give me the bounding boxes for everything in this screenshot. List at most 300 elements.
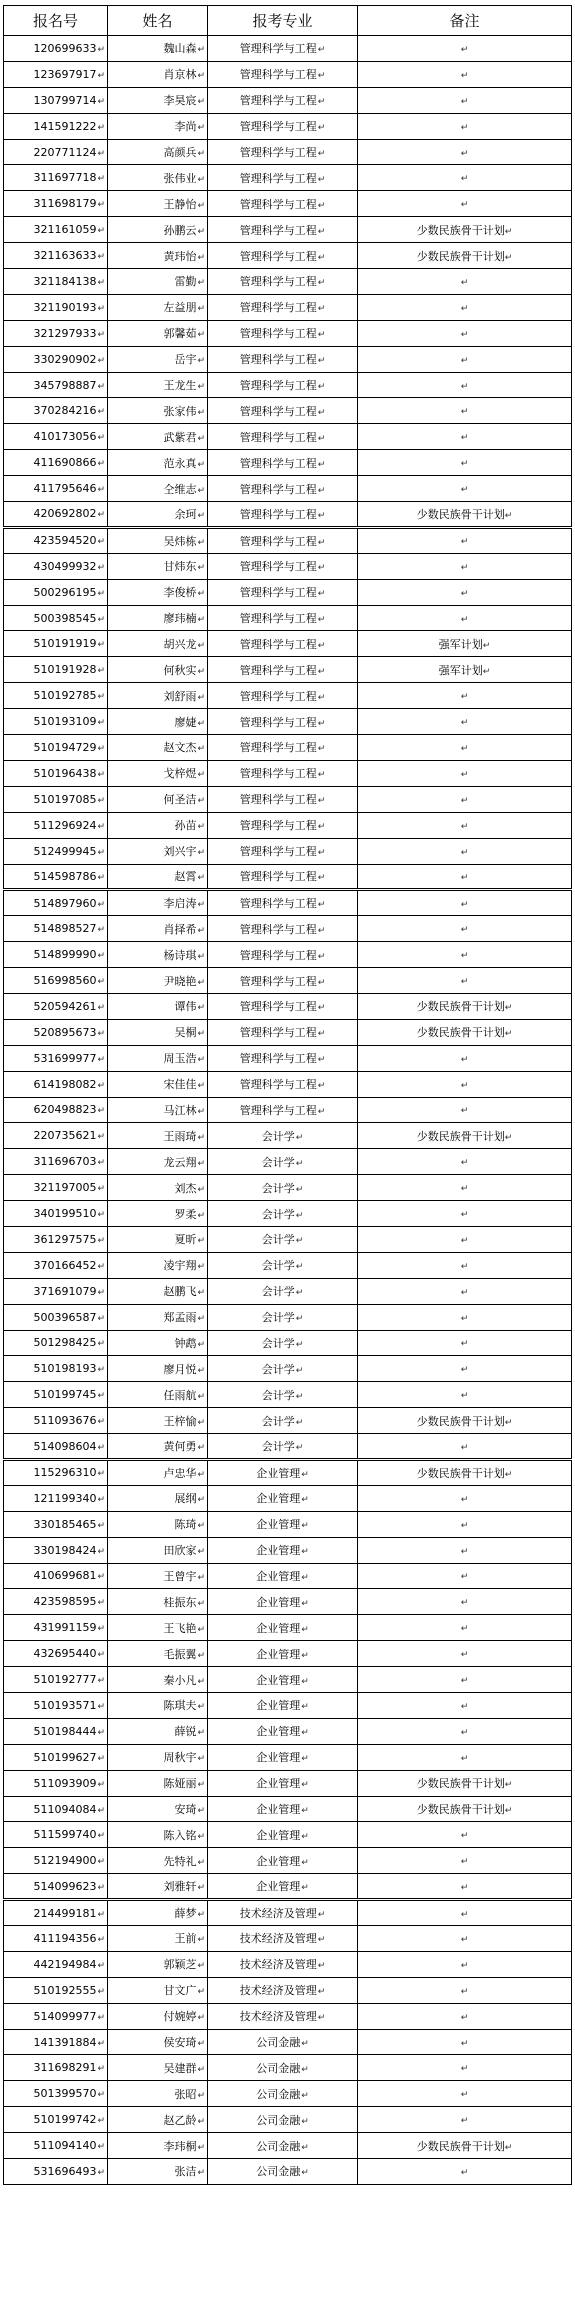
cell-registration-number-text: 423598595 — [33, 1595, 97, 1609]
paragraph-mark-icon: ↵ — [197, 45, 205, 56]
cell-registration-number — [4, 36, 108, 62]
paragraph-mark-icon: ↵ — [97, 1572, 105, 1583]
paragraph-mark-icon: ↵ — [301, 1780, 309, 1791]
cell-name — [108, 1537, 208, 1563]
cell-registration-number-text: 510198444 — [33, 1724, 97, 1738]
cell-major-text: 管理科学与工程 — [239, 870, 317, 884]
cell-major-text: 企业管理 — [256, 1466, 301, 1480]
cell-name — [108, 968, 208, 994]
cell-registration-number-text: 514099977 — [33, 2009, 97, 2023]
cell-registration-number-text: 411795646 — [33, 482, 97, 496]
paragraph-mark-icon: ↵ — [197, 1339, 205, 1350]
cell-major — [208, 2081, 358, 2107]
paragraph-mark-icon: ↵ — [460, 485, 469, 496]
cell-registration-number — [4, 61, 108, 87]
cell-remarks — [358, 1874, 572, 1900]
cell-registration-number-text: 531699977 — [33, 1051, 97, 1065]
paragraph-mark-icon: ↵ — [460, 459, 469, 470]
cell-name-text: 廖玮楠 — [163, 612, 197, 626]
paragraph-mark-icon: ↵ — [197, 1003, 205, 1014]
table-row — [4, 1563, 572, 1589]
cell-remarks — [358, 812, 572, 838]
cell-registration-number — [4, 502, 108, 528]
cell-registration-number-text: 510193571 — [33, 1698, 97, 1712]
paragraph-mark-icon: ↵ — [197, 1055, 205, 1066]
table-row — [4, 1278, 572, 1304]
paragraph-mark-icon: ↵ — [97, 1235, 105, 1246]
cell-name — [108, 217, 208, 243]
paragraph-mark-icon: ↵ — [317, 252, 326, 263]
cell-name-text: 甘文广 — [163, 1984, 197, 1998]
paragraph-mark-icon: ↵ — [97, 640, 105, 651]
table-row — [4, 1511, 572, 1537]
cell-major-text: 管理科学与工程 — [239, 68, 317, 82]
paragraph-mark-icon: ↵ — [460, 1184, 469, 1195]
paragraph-mark-icon: ↵ — [460, 951, 469, 962]
cell-major-text: 公司金融 — [256, 2036, 301, 2050]
paragraph-mark-icon: ↵ — [504, 1132, 513, 1143]
cell-major-text: 管理科学与工程 — [239, 1000, 317, 1014]
cell-registration-number — [4, 2055, 108, 2081]
paragraph-mark-icon: ↵ — [460, 899, 469, 910]
paragraph-mark-icon: ↵ — [317, 925, 326, 936]
cell-remarks-text: 少数民族骨干计划 — [416, 1000, 505, 1014]
table-row — [4, 1744, 572, 1770]
paragraph-mark-icon: ↵ — [460, 1339, 469, 1350]
paragraph-mark-icon: ↵ — [197, 485, 205, 496]
cell-registration-number — [4, 2029, 108, 2055]
cell-major — [208, 1330, 358, 1356]
cell-name-text: 郑孟雨 — [163, 1311, 197, 1325]
table-row — [4, 36, 572, 62]
paragraph-mark-icon: ↵ — [295, 1339, 304, 1350]
cell-major — [208, 1356, 358, 1382]
paragraph-mark-icon: ↵ — [317, 1961, 326, 1972]
cell-registration-number-text: 620498823 — [33, 1103, 97, 1117]
paragraph-mark-icon: ↵ — [197, 1262, 205, 1273]
cell-remarks — [358, 1693, 572, 1719]
cell-name — [108, 294, 208, 320]
paragraph-mark-icon: ↵ — [317, 510, 326, 521]
cell-major-text: 管理科学与工程 — [239, 819, 317, 833]
paragraph-mark-icon: ↵ — [197, 848, 205, 859]
cell-major-text: 管理科学与工程 — [239, 974, 317, 988]
cell-registration-number — [4, 269, 108, 295]
table-row — [4, 61, 572, 87]
paragraph-mark-icon: ↵ — [197, 1650, 205, 1661]
cell-name-text: 王雨琦 — [163, 1129, 197, 1143]
cell-registration-number-text: 410173056 — [33, 430, 97, 444]
cell-registration-number — [4, 916, 108, 942]
paragraph-mark-icon: ↵ — [97, 407, 105, 418]
cell-registration-number — [4, 2133, 108, 2159]
cell-name-text: 肖择希 — [163, 922, 197, 936]
cell-registration-number-text: 120699633 — [33, 41, 97, 55]
paragraph-mark-icon: ↵ — [460, 1676, 469, 1687]
cell-name-text: 龙云翔 — [163, 1155, 197, 1169]
cell-major — [208, 1226, 358, 1252]
cell-registration-number-text: 321163633 — [33, 249, 97, 263]
table-row — [4, 657, 572, 683]
cell-major-text: 会计学 — [261, 1233, 295, 1247]
table-row — [4, 1667, 572, 1693]
cell-registration-number — [4, 993, 108, 1019]
cell-registration-number-text: 411690866 — [33, 456, 97, 470]
paragraph-mark-icon: ↵ — [97, 303, 105, 314]
cell-name — [108, 1071, 208, 1097]
cell-registration-number-text: 510197085 — [33, 792, 97, 806]
paragraph-mark-icon: ↵ — [197, 692, 205, 703]
paragraph-mark-icon: ↵ — [97, 44, 105, 55]
cell-major — [208, 398, 358, 424]
cell-major-text: 技术经济及管理 — [239, 1984, 317, 1998]
cell-major-text: 管理科学与工程 — [239, 1052, 317, 1066]
paragraph-mark-icon: ↵ — [317, 770, 326, 781]
paragraph-mark-icon: ↵ — [504, 1469, 513, 1480]
cell-name-text: 侯安琦 — [163, 2036, 197, 2050]
cell-registration-number — [4, 683, 108, 709]
cell-registration-number-text: 510191919 — [33, 637, 97, 651]
paragraph-mark-icon: ↵ — [97, 1002, 105, 1013]
paragraph-mark-icon: ↵ — [197, 873, 205, 884]
paragraph-mark-icon: ↵ — [317, 200, 326, 211]
cell-major — [208, 657, 358, 683]
cell-registration-number — [4, 838, 108, 864]
paragraph-mark-icon: ↵ — [97, 226, 105, 237]
cell-major-text: 管理科学与工程 — [239, 663, 317, 677]
cell-registration-number — [4, 1459, 108, 1485]
table-row — [4, 683, 572, 709]
cell-name-text: 王前 — [174, 1932, 197, 1946]
paragraph-mark-icon: ↵ — [197, 252, 205, 263]
cell-major — [208, 139, 358, 165]
paragraph-mark-icon: ↵ — [197, 1314, 205, 1325]
paragraph-mark-icon: ↵ — [460, 1235, 469, 1246]
cell-name — [108, 1951, 208, 1977]
cell-name-text: 王静怡 — [163, 197, 197, 211]
cell-name-text: 高颜兵 — [163, 146, 197, 159]
paragraph-mark-icon: ↵ — [301, 1624, 309, 1635]
cell-remarks-text: 少数民族骨干计划 — [416, 2139, 505, 2153]
cell-registration-number — [4, 1304, 108, 1330]
cell-major-text: 公司金融 — [256, 2139, 301, 2153]
cell-remarks — [358, 1071, 572, 1097]
paragraph-mark-icon: ↵ — [97, 1753, 105, 1764]
cell-major — [208, 1252, 358, 1278]
table-row — [4, 890, 572, 916]
cell-remarks — [358, 1667, 572, 1693]
paragraph-mark-icon: ↵ — [97, 1184, 105, 1195]
paragraph-mark-icon: ↵ — [460, 1727, 469, 1738]
paragraph-mark-icon: ↵ — [460, 44, 469, 55]
cell-registration-number-text: 220771124 — [33, 145, 97, 159]
paragraph-mark-icon: ↵ — [301, 1676, 309, 1687]
cell-name-text: 赵文杰 — [163, 741, 197, 755]
paragraph-mark-icon: ↵ — [460, 1391, 469, 1402]
paragraph-mark-icon: ↵ — [97, 1909, 105, 1920]
cell-remarks — [358, 320, 572, 346]
table-row — [4, 450, 572, 476]
cell-remarks — [358, 1563, 572, 1589]
table-row — [4, 1641, 572, 1667]
cell-major-text: 企业管理 — [256, 1803, 301, 1816]
cell-registration-number — [4, 1951, 108, 1977]
paragraph-mark-icon: ↵ — [197, 226, 205, 237]
cell-major — [208, 683, 358, 709]
cell-name-text: 余珂 — [174, 507, 197, 521]
cell-name — [108, 2159, 208, 2185]
cell-registration-number-text: 510191928 — [33, 663, 97, 677]
cell-remarks — [358, 346, 572, 372]
paragraph-mark-icon: ↵ — [197, 744, 205, 755]
paragraph-mark-icon: ↵ — [197, 1495, 205, 1506]
paragraph-mark-icon: ↵ — [317, 149, 326, 159]
paragraph-mark-icon: ↵ — [317, 330, 326, 341]
cell-remarks — [358, 1304, 572, 1330]
cell-remarks — [358, 165, 572, 191]
paragraph-mark-icon: ↵ — [97, 1831, 105, 1842]
cell-name — [108, 87, 208, 113]
paragraph-mark-icon: ↵ — [97, 614, 105, 625]
paragraph-mark-icon: ↵ — [197, 97, 205, 108]
cell-major-text: 企业管理 — [256, 1647, 301, 1661]
paragraph-mark-icon: ↵ — [301, 1650, 309, 1661]
cell-name — [108, 864, 208, 890]
cell-name-text: 刘兴宇 — [163, 845, 197, 859]
paragraph-mark-icon: ↵ — [97, 1624, 105, 1635]
cell-name — [108, 1356, 208, 1382]
paragraph-mark-icon: ↵ — [197, 2064, 205, 2075]
cell-major — [208, 786, 358, 812]
cell-major — [208, 36, 358, 62]
paragraph-mark-icon: ↵ — [97, 1701, 105, 1712]
cell-name-text: 张昭 — [174, 2087, 197, 2101]
paragraph-mark-icon: ↵ — [97, 329, 105, 340]
paragraph-mark-icon: ↵ — [317, 977, 326, 988]
cell-major — [208, 1744, 358, 1770]
cell-remarks — [358, 1175, 572, 1201]
cell-major-text: 管理科学与工程 — [239, 301, 317, 315]
cell-remarks — [358, 1485, 572, 1511]
cell-registration-number — [4, 1848, 108, 1874]
cell-name-text: 甘炜东 — [163, 560, 197, 574]
cell-remarks — [358, 2081, 572, 2107]
paragraph-mark-icon: ↵ — [460, 1934, 469, 1945]
cell-major-text: 会计学 — [261, 1207, 295, 1221]
cell-name-text: 凌宇翔 — [163, 1259, 197, 1273]
paragraph-mark-icon: ↵ — [317, 304, 326, 315]
cell-major-text: 会计学 — [261, 1285, 295, 1299]
paragraph-mark-icon: ↵ — [97, 1934, 105, 1945]
cell-major-text: 企业管理 — [256, 1854, 301, 1868]
cell-registration-number — [4, 605, 108, 631]
paragraph-mark-icon: ↵ — [301, 1495, 309, 1506]
paragraph-mark-icon: ↵ — [460, 1909, 469, 1920]
paragraph-mark-icon: ↵ — [460, 847, 469, 858]
paragraph-mark-icon: ↵ — [460, 1365, 469, 1376]
paragraph-mark-icon: ↵ — [460, 795, 469, 806]
cell-name-text: 周玉浩 — [163, 1052, 197, 1066]
paragraph-mark-icon: ↵ — [460, 925, 469, 936]
cell-major-text: 公司金融 — [256, 2113, 301, 2127]
cell-registration-number — [4, 424, 108, 450]
paragraph-mark-icon: ↵ — [97, 1391, 105, 1402]
paragraph-mark-icon: ↵ — [460, 407, 469, 418]
cell-registration-number-text: 511093909 — [33, 1776, 97, 1790]
paragraph-mark-icon: ↵ — [197, 1987, 205, 1998]
table-row — [4, 1304, 572, 1330]
cell-major — [208, 1926, 358, 1952]
paragraph-mark-icon: ↵ — [317, 873, 326, 884]
paragraph-mark-icon: ↵ — [97, 2064, 105, 2075]
cell-major — [208, 553, 358, 579]
table-row — [4, 527, 572, 553]
paragraph-mark-icon: ↵ — [97, 1779, 105, 1790]
cell-name — [108, 942, 208, 968]
cell-name-text: 雷勤 — [174, 275, 197, 289]
cell-registration-number-text: 500296195 — [33, 585, 97, 599]
paragraph-mark-icon: ↵ — [295, 1132, 304, 1143]
cell-name — [108, 1201, 208, 1227]
cell-major-text: 管理科学与工程 — [239, 94, 317, 108]
paragraph-mark-icon: ↵ — [301, 1806, 309, 1816]
cell-major-text: 会计学 — [261, 1440, 295, 1454]
cell-registration-number-text: 510192785 — [33, 689, 97, 703]
cell-registration-number-text: 371691079 — [33, 1284, 97, 1298]
cell-name-text: 何秋实 — [163, 663, 197, 677]
cell-name — [108, 1019, 208, 1045]
cell-name — [108, 2003, 208, 2029]
cell-remarks — [358, 760, 572, 786]
paragraph-mark-icon: ↵ — [295, 1417, 304, 1428]
cell-remarks — [358, 1434, 572, 1460]
cell-remarks — [358, 709, 572, 735]
paragraph-mark-icon: ↵ — [460, 2038, 469, 2049]
cell-major-text: 技术经济及管理 — [239, 1958, 317, 1972]
cell-registration-number — [4, 1149, 108, 1175]
paragraph-mark-icon: ↵ — [197, 2142, 205, 2153]
paragraph-mark-icon: ↵ — [301, 2168, 309, 2179]
cell-major — [208, 709, 358, 735]
cell-name — [108, 1900, 208, 1926]
cell-name-text: 先特礼 — [163, 1854, 197, 1868]
table-row — [4, 1951, 572, 1977]
cell-registration-number-text: 311698291 — [33, 2061, 97, 2075]
cell-registration-number — [4, 1175, 108, 1201]
cell-major — [208, 735, 358, 761]
cell-registration-number — [4, 1408, 108, 1434]
cell-registration-number — [4, 1641, 108, 1667]
cell-major-text: 企业管理 — [256, 1751, 301, 1765]
cell-name-text: 廖月悦 — [163, 1362, 197, 1376]
paragraph-mark-icon: ↵ — [460, 1313, 469, 1324]
cell-name — [108, 243, 208, 269]
paragraph-mark-icon: ↵ — [197, 510, 205, 521]
cell-registration-number-text: 423594520 — [33, 534, 97, 548]
cell-name — [108, 553, 208, 579]
cell-registration-number-text: 510192555 — [33, 1983, 97, 1997]
cell-major — [208, 968, 358, 994]
cell-registration-number-text: 411194356 — [33, 1931, 97, 1945]
cell-name — [108, 527, 208, 553]
cell-major — [208, 631, 358, 657]
cell-major-text: 管理科学与工程 — [239, 379, 317, 393]
cell-major-text: 企业管理 — [256, 1518, 301, 1532]
paragraph-mark-icon: ↵ — [97, 433, 105, 444]
cell-name — [108, 1408, 208, 1434]
paragraph-mark-icon: ↵ — [197, 1236, 205, 1247]
paragraph-mark-icon: ↵ — [317, 666, 326, 677]
cell-remarks — [358, 2029, 572, 2055]
cell-major — [208, 424, 358, 450]
cell-registration-number-text: 510199627 — [33, 1750, 97, 1764]
cell-registration-number-text: 370166452 — [33, 1258, 97, 1272]
cell-name-text: 郭颖芝 — [163, 1958, 197, 1972]
table-row — [4, 1123, 572, 1149]
table-row — [4, 1485, 572, 1511]
cell-major-text: 企业管理 — [256, 1673, 301, 1687]
paragraph-mark-icon: ↵ — [97, 2116, 105, 2127]
cell-name — [108, 424, 208, 450]
cell-name-text: 戈梓煜 — [163, 767, 197, 781]
cell-name-text: 尹晓艳 — [163, 974, 197, 988]
table-row — [4, 1226, 572, 1252]
cell-registration-number — [4, 87, 108, 113]
cell-registration-number — [4, 1615, 108, 1641]
cell-major — [208, 1951, 358, 1977]
cell-major-text: 管理科学与工程 — [239, 1103, 317, 1117]
cell-name-text: 刘杰 — [174, 1181, 197, 1195]
cell-remarks — [358, 657, 572, 683]
cell-name — [108, 450, 208, 476]
cell-registration-number — [4, 1744, 108, 1770]
cell-remarks — [358, 1019, 572, 1045]
table-row — [4, 1045, 572, 1071]
paragraph-mark-icon: ↵ — [317, 1987, 326, 1998]
cell-registration-number — [4, 1226, 108, 1252]
cell-name-text: 黄玮怡 — [163, 249, 197, 263]
cell-name-text: 范永真 — [163, 456, 197, 470]
cell-major-text: 管理科学与工程 — [239, 275, 317, 289]
cell-remarks — [358, 993, 572, 1019]
cell-name — [108, 476, 208, 502]
paragraph-mark-icon: ↵ — [460, 1287, 469, 1298]
cell-name — [108, 1434, 208, 1460]
cell-registration-number — [4, 2003, 108, 2029]
cell-remarks — [358, 916, 572, 942]
cell-major — [208, 1408, 358, 1434]
paragraph-mark-icon: ↵ — [460, 148, 469, 159]
cell-registration-number — [4, 450, 108, 476]
paragraph-mark-icon: ↵ — [197, 1728, 205, 1739]
cell-remarks — [358, 1330, 572, 1356]
cell-major-text: 会计学 — [261, 1388, 295, 1402]
paragraph-mark-icon: ↵ — [460, 614, 469, 625]
cell-major-text: 管理科学与工程 — [239, 689, 317, 703]
cell-name — [108, 1123, 208, 1149]
cell-major-text: 管理科学与工程 — [239, 223, 317, 237]
cell-remarks — [358, 502, 572, 528]
paragraph-mark-icon: ↵ — [460, 769, 469, 780]
cell-remarks-text: 少数民族骨干计划 — [416, 1466, 505, 1480]
table-row — [4, 1718, 572, 1744]
cell-registration-number-text: 410699681 — [33, 1569, 97, 1583]
cell-name-text: 安琦 — [174, 1803, 197, 1816]
cell-name-text: 陈琦 — [174, 1518, 197, 1532]
cell-major — [208, 838, 358, 864]
cell-name-text: 展纲 — [174, 1492, 197, 1506]
cell-major — [208, 1434, 358, 1460]
